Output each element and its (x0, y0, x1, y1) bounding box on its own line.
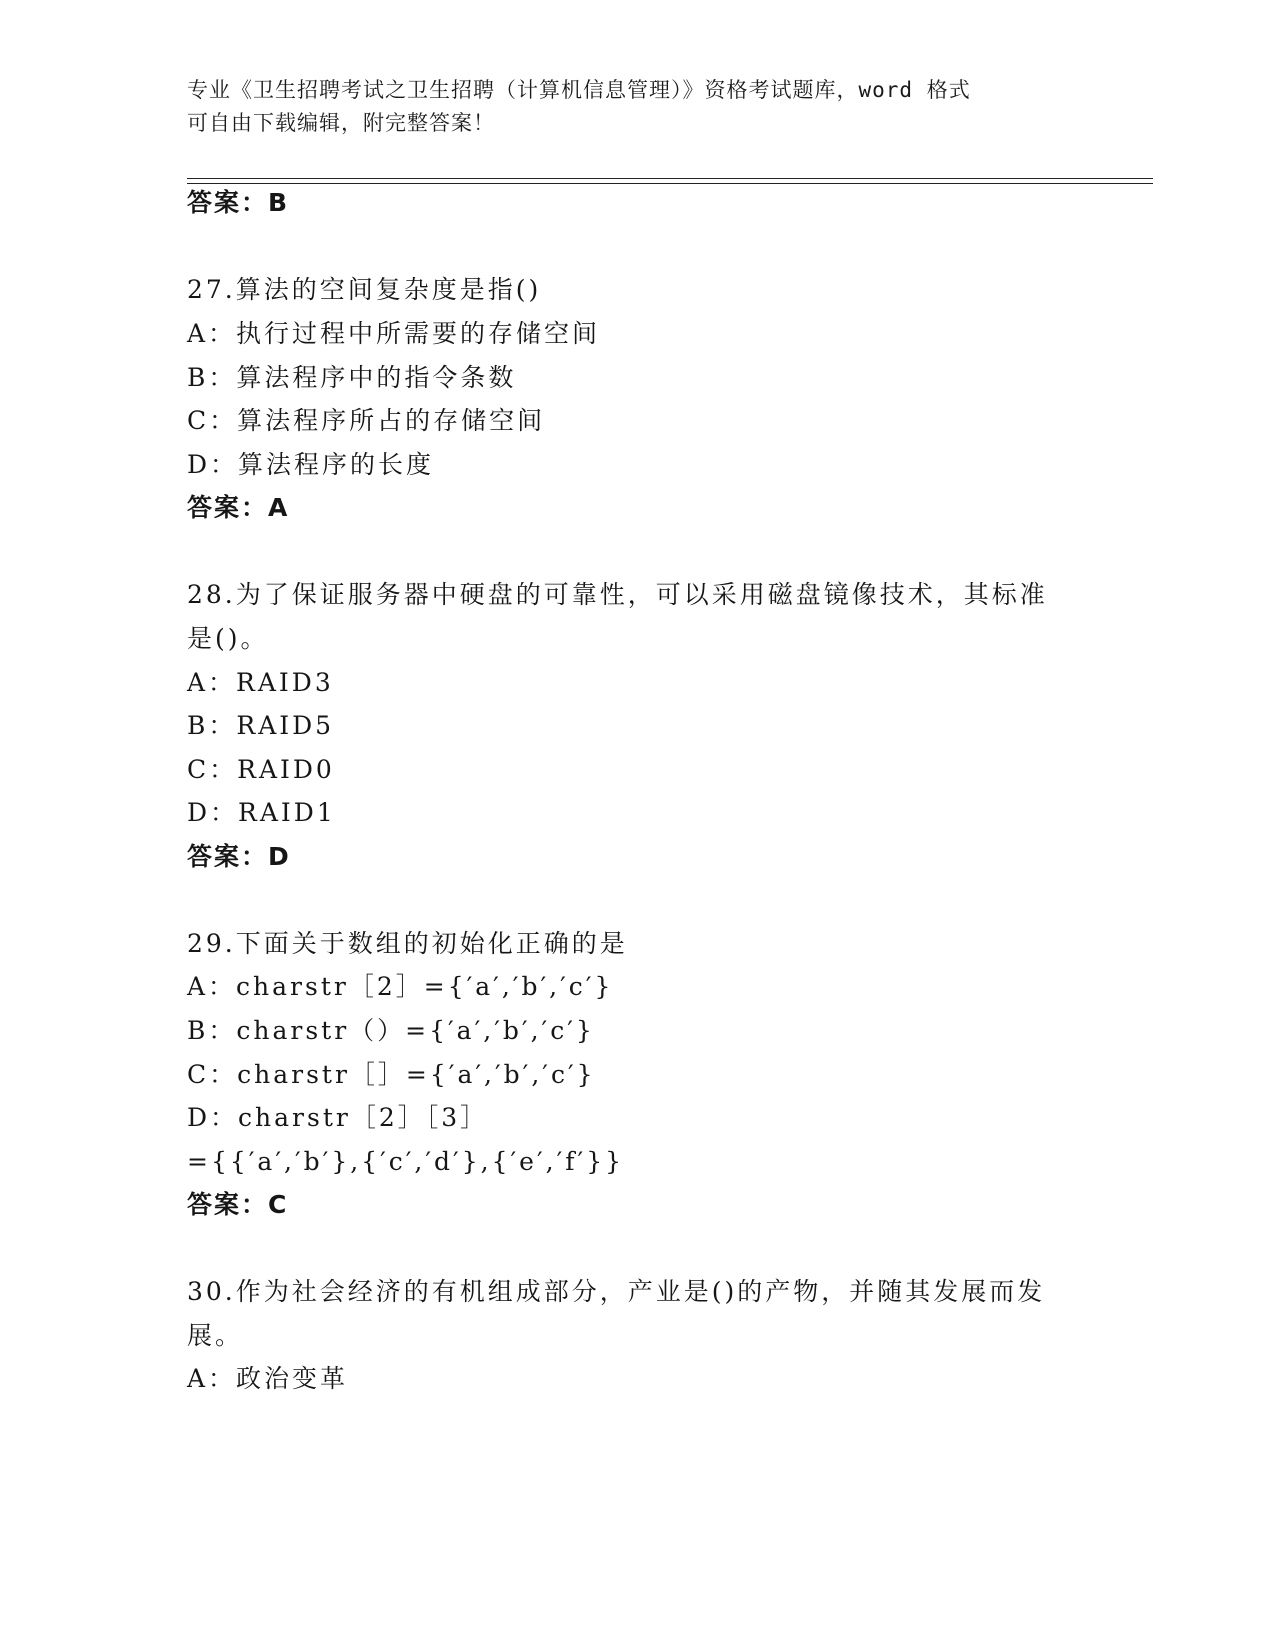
question-29-option-b: B：charstr（）={′a′,′b′,′c′} (187, 1016, 595, 1045)
question-28-option-b: B：RAID5 (187, 711, 335, 740)
question-30-stem-continued: 展。 (187, 1321, 244, 1350)
question-29-option-d: D：charstr［2］［3］ (187, 1103, 489, 1132)
question-27-option-d: D：算法程序的长度 (187, 450, 435, 479)
question-27-option-b: B：算法程序中的指令条数 (187, 363, 517, 392)
header-line-1: 专业《卫生招聘考试之卫生招聘（计算机信息管理）》资格考试题库，word 格式 (187, 78, 971, 102)
question-28-answer: 答案：D (187, 842, 291, 871)
header-line-2: 可自由下载编辑，附完整答案！ (187, 111, 495, 135)
question-28-stem: 28.为了保证服务器中硬盘的可靠性，可以采用磁盘镜像技术，其标准 (187, 580, 1048, 609)
question-28-option-d: D：RAID1 (187, 798, 336, 827)
page-header (187, 74, 1087, 140)
question-27-option-c: C：算法程序所占的存储空间 (187, 406, 546, 435)
question-27-stem: 27.算法的空间复杂度是指() (187, 275, 542, 304)
question-29-option-a: A：charstr［2］={′a′,′b′,′c′} (187, 972, 614, 1001)
question-30-stem: 30.作为社会经济的有机组成部分，产业是()的产物，并随其发展而发 (187, 1277, 1046, 1306)
question-28-stem-continued: 是()。 (187, 624, 269, 653)
question-30-option-a: A：政治变革 (187, 1364, 349, 1393)
header-divider-bottom (187, 183, 1153, 184)
question-29-option-d-continued: ={{′a′,′b′},{′c′,′d′},{′e′,′f′}} (187, 1147, 625, 1176)
question-29-stem: 29.下面关于数组的初始化正确的是 (187, 929, 628, 958)
header-divider-top (187, 178, 1153, 179)
previous-answer: 答案：B (187, 188, 290, 217)
question-29-answer: 答案：C (187, 1190, 289, 1219)
question-29-option-c: C：charstr［］={′a′,′b′,′c′} (187, 1060, 596, 1089)
question-28-option-a: A：RAID3 (187, 668, 334, 697)
question-27-answer: 答案：A (187, 493, 290, 522)
question-28-option-c: C：RAID0 (187, 755, 335, 784)
question-27-option-a: A：执行过程中所需要的存储空间 (187, 319, 601, 348)
